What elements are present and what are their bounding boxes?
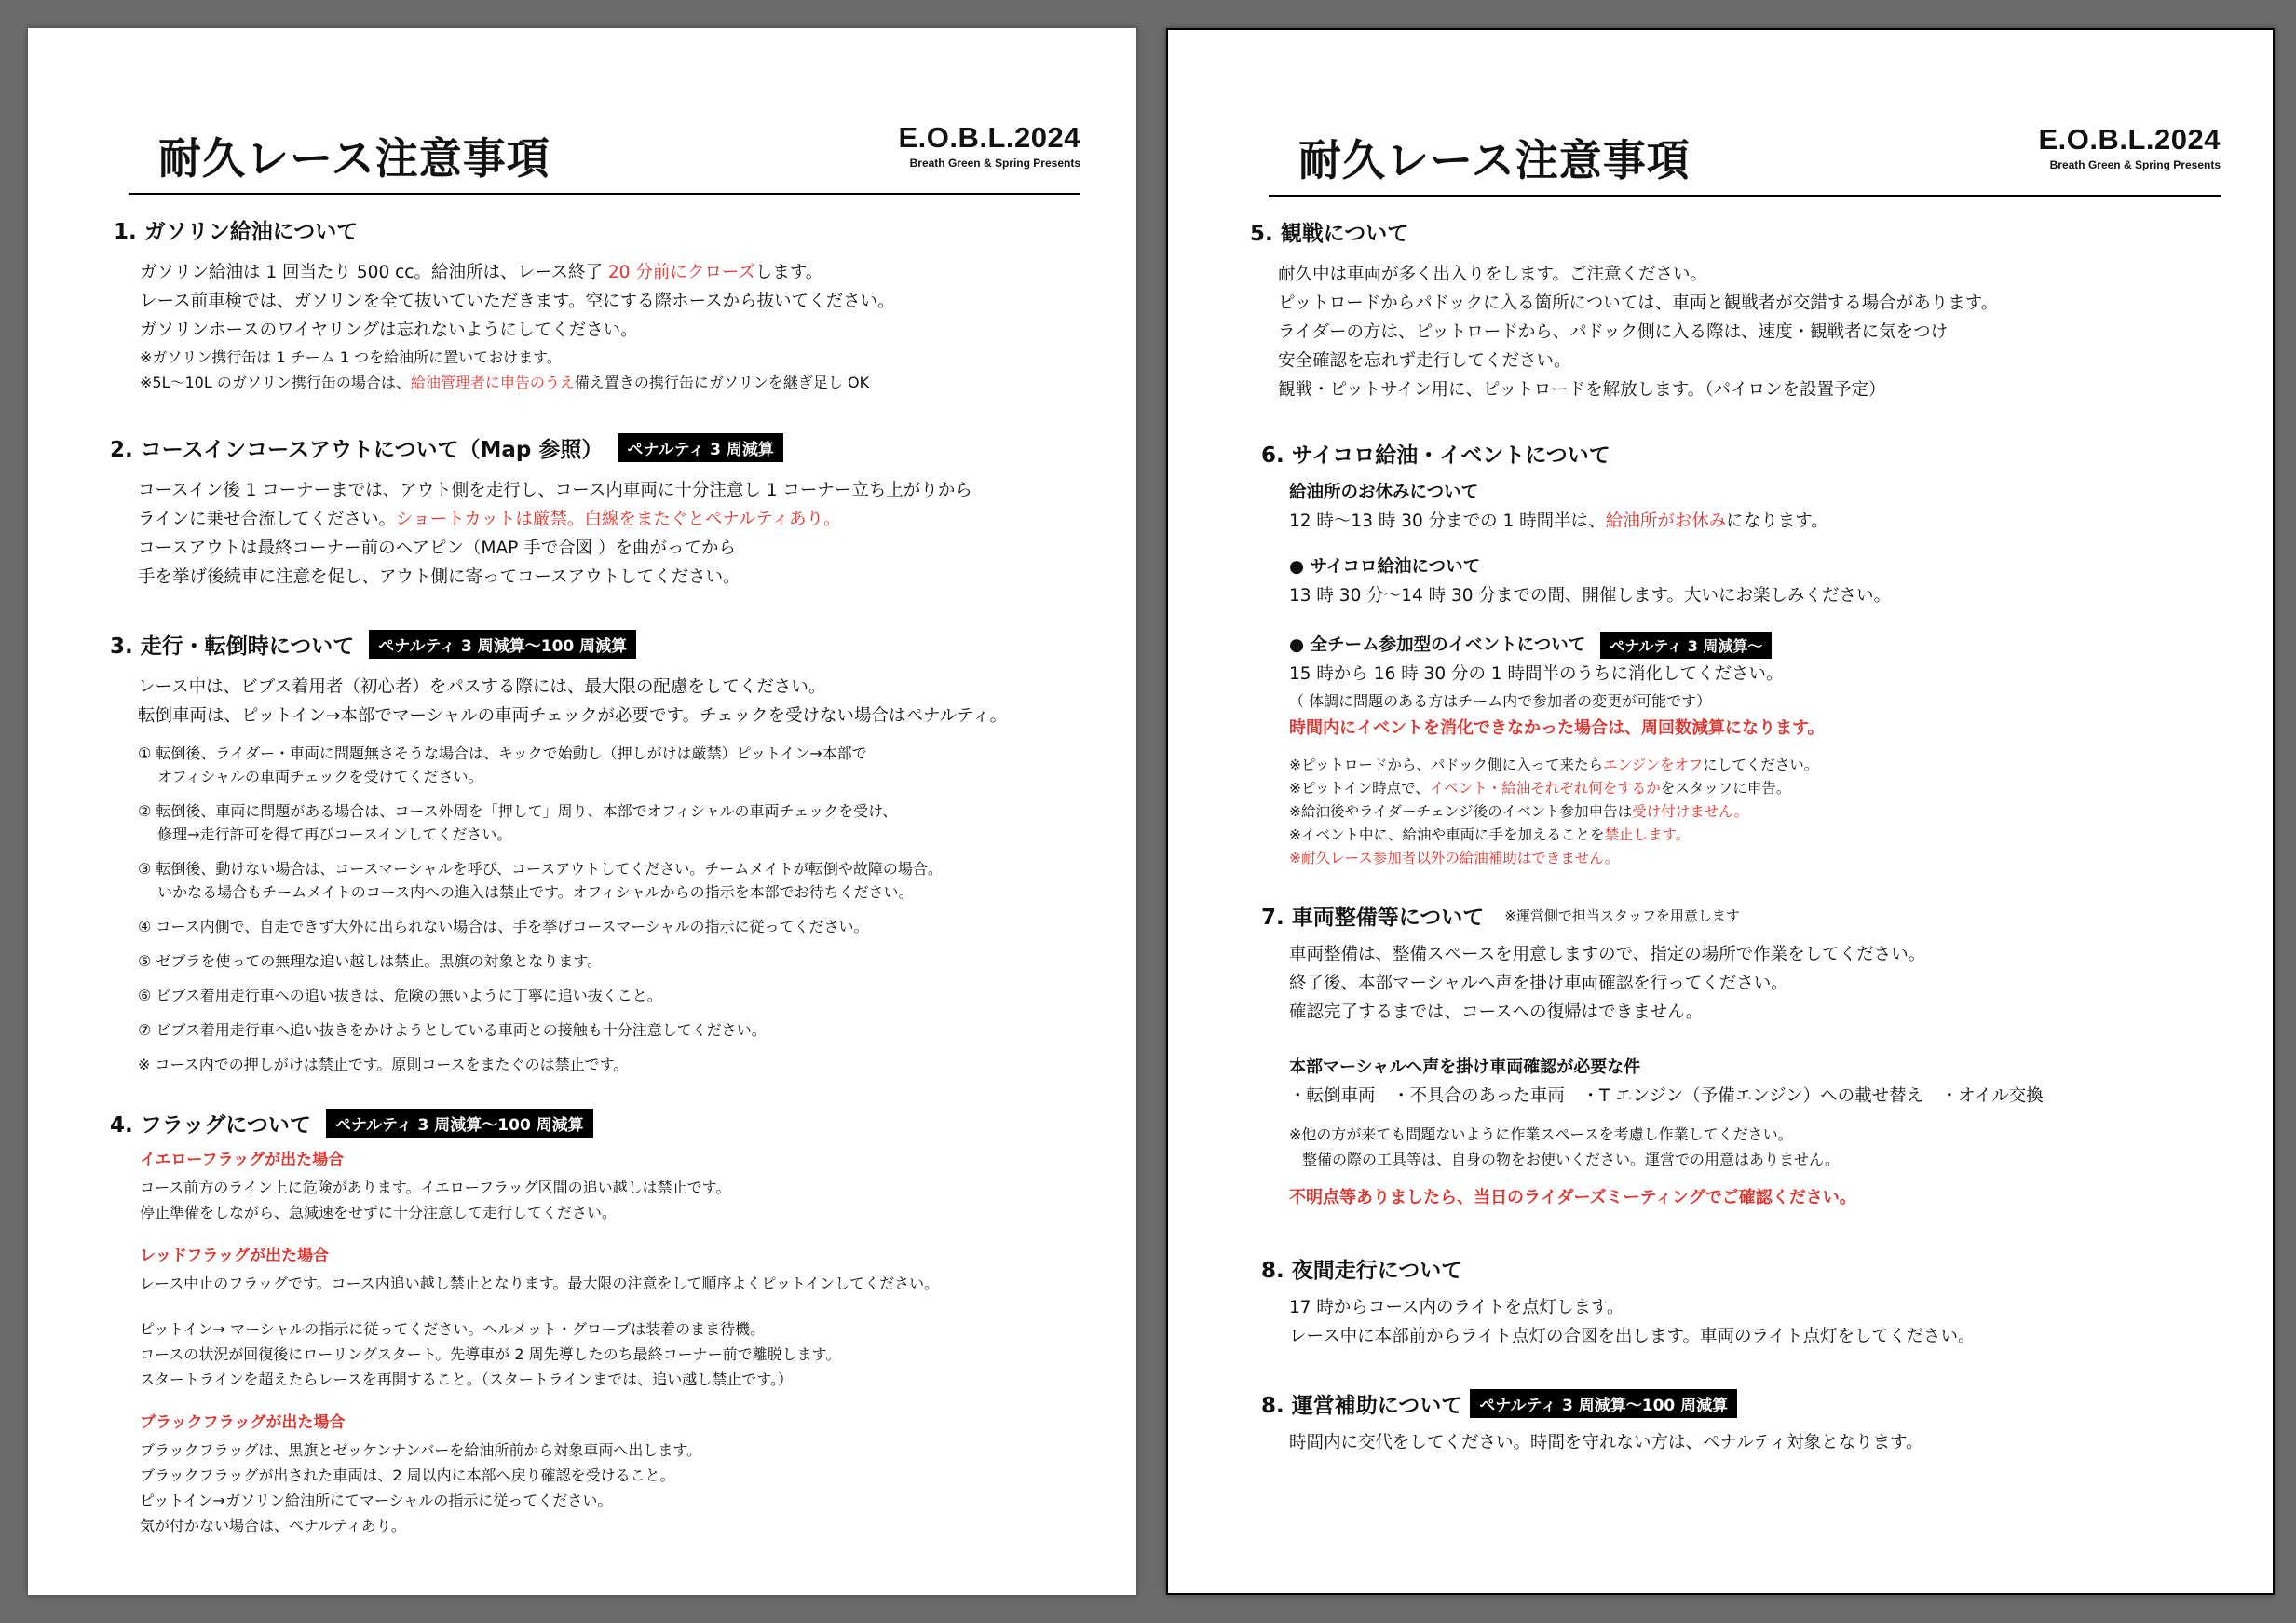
section-title: 5. 観戦について [1250, 222, 1409, 246]
page-content [1250, 216, 2256, 1498]
list-item: ⑥ ビブス着用走行車への追い抜きは、危険の無いように丁寧に追い抜くこと。 [138, 987, 662, 1004]
section-title: 7. 車両整備等について [1261, 906, 1485, 930]
brand-subtitle: Breath Green & Spring Presents [909, 157, 1080, 170]
text-line: 17 時からコース内のライトを点灯します。 [1289, 1298, 1624, 1317]
text-line: 終了後、本部マーシャルへ声を掛け車両確認を行ってください。 [1289, 974, 1788, 993]
page-header [1269, 97, 2221, 197]
sub-heading: ● 全チーム参加型のイベントについて [1289, 635, 1586, 655]
black-flag-heading: ブラックフラッグが出た場合 [140, 1413, 346, 1432]
text-line: スタートラインを超えたらレースを再開すること。（スタートラインまでは、追い越し禁止です。） [140, 1371, 793, 1388]
warning-line: 時間内にイベントを消化できなかった場合は、周回数減算になります。 [1289, 718, 1825, 738]
text-line: 気が付かない場合は、ペナルティあり。 [140, 1517, 406, 1534]
list-item: ④ コース内側で、自走できず大外に出られない場合は、手を挙げコースマーシャルの指示に従ってください。 [138, 918, 869, 935]
text-line: 停止準備をしながら、急減速をせずに十分注意して走行してください。 [140, 1204, 618, 1221]
section-flags [110, 1108, 1116, 1538]
brand-name: E.O.B.L.2024 [898, 121, 1080, 154]
page-title: 耐久レース注意事項 [1298, 135, 1691, 185]
section-title: 4. フラッグについて [110, 1113, 311, 1138]
text-line: （ 体調に問題のある方はチーム内で参加者の変更が可能です） [1289, 692, 1712, 710]
penalty-badge: ペナルティ 3 周減算 [618, 433, 782, 462]
section-title: 8. 運営補助について [1261, 1394, 1463, 1418]
text-line: 12 時～13 時 30 分までの 1 時間半は、給油所がお休みになります。 [1289, 511, 1828, 531]
penalty-badge: ペナルティ 3 周減算～ [1600, 632, 1772, 659]
note-line: ※ガソリン携行缶は 1 チーム 1 つを給油所に置いておけます。 [140, 348, 562, 366]
penalty-badge: ペナルティ 3 周減算～100 周減算 [1470, 1389, 1737, 1418]
section-title: 8. 夜間走行について [1261, 1259, 1463, 1283]
text-line: ガソリンホースのワイヤリングは忘れないようにしてください。 [140, 321, 638, 340]
text-line: 手を挙げ後続車に注意を促し、アウト側に寄ってコースアウトしてください。 [138, 567, 740, 587]
penalty-badge: ペナルティ 3 周減算～100 周減算 [326, 1109, 593, 1138]
section-running-crash [110, 629, 1116, 1076]
section-course-in-out [110, 432, 1116, 592]
brand-subtitle: Breath Green & Spring Presents [2049, 158, 2221, 171]
section-title: 2. コースインコースアウトについて（Map 参照） [110, 438, 604, 462]
list-item: ⑤ ゼブラを使っての無理な追い越しは禁止。黒旗の対象となります。 [138, 952, 603, 970]
list-item: ※ コース内での押しがけは禁止です。原則コースをまたぐのは禁止です。 [138, 1056, 629, 1073]
section-note: ※運営側で担当スタッフを用意します [1504, 907, 1740, 924]
document-page-left [28, 28, 1136, 1595]
note-line: ※ピットロードから、パドック側に入って来たらエンジンをオフにしてください。 [1289, 757, 1819, 773]
note-line: ※5L～10L のガソリン携行缶の場合は、給油管理者に申告のうえ備え置きの携行缶にガソリンを継ぎ足し OK [140, 374, 870, 391]
note-line: ※耐久レース参加者以外の給油補助はできません。 [1289, 850, 1620, 866]
text-line: ブラックフラッグは、黒旗とゼッケンナンバーを給油所前から対象車両へ出します。 [140, 1441, 702, 1459]
text-line: ガソリン給油は 1 回当たり 500 cc。給油所は、レース終了 20 分前にクローズします。 [140, 263, 823, 282]
text-line: レース中は、ビブス着用者（初心者）をパスする際には、最大限の配慮をしてください。 [138, 677, 826, 697]
note-line: ※ピットイン時点で、イベント・給油それぞれ何をするかをスタッフに申告。 [1289, 780, 1791, 797]
section-title: 6. サイコロ給油・イベントについて [1261, 443, 1610, 468]
penalty-badge: ペナルティ 3 周減算～100 周減算 [369, 630, 636, 659]
sub-heading: ● サイコロ給油について [1289, 557, 1481, 577]
sub-heading: 本部マーシャルへ声を掛け車両確認が必要な件 [1289, 1057, 1641, 1077]
warning-line: 不明点等ありましたら、当日のライダーズミーティングでご確認ください。 [1289, 1188, 1856, 1207]
section-title: 1. ガソリン給油について [114, 220, 359, 244]
brand-logo [2038, 123, 2221, 171]
text-line: 観戦・ピットサイン用に、ピットロードを解放します。（パイロンを設置予定） [1278, 380, 1886, 400]
list-item: ⑦ ビブス着用走行車へ追い抜きをかけようとしている車両との接触も十分注意してください。 [138, 1021, 767, 1039]
note-line: ※給油後やライダーチェンジ後のイベント参加申告は受け付けません。 [1289, 803, 1749, 820]
text-line: ラインに乗せ合流してください。ショートカットは厳禁。白線をまたぐとペナルティあり。 [138, 510, 841, 529]
note-line: 整備の際の工具等は、自身の物をお使いください。運営での用意はありません。 [1302, 1151, 1840, 1168]
text-line: 13 時 30 分～14 時 30 分までの間、開催します。大いにお楽しみください。 [1289, 586, 1891, 606]
text-line: 安全確認を忘れず走行してください。 [1278, 351, 1571, 371]
text-line: 耐久中は車両が多く出入りをします。ご注意ください。 [1278, 265, 1708, 284]
text-line: ブラックフラッグが出された車両は、2 周以内に本部へ戻り確認を受けること。 [140, 1466, 675, 1484]
text-line: ピットイン→ マーシャルの指示に従ってください。ヘルメット・グローブは装着のまま待機。 [140, 1320, 766, 1338]
sub-heading: 給油所のお休みについて [1289, 483, 1479, 502]
brand-name: E.O.B.L.2024 [2038, 123, 2221, 156]
page-header [129, 95, 1080, 195]
text-line: コースイン後 1 コーナーまでは、アウト側を走行し、コース内車両に十分注意し 1 コーナー立ち上がりから [138, 481, 972, 500]
text-line: 確認完了するまでは、コースへの復帰はできません。 [1289, 1002, 1704, 1022]
yellow-flag-heading: イエローフラッグが出た場合 [140, 1151, 345, 1169]
text-line: 車両整備は、整備スペースを用意しますので、指定の場所で作業をしてください。 [1289, 945, 1926, 964]
section-maintenance [1250, 900, 2256, 1212]
section-operation-support [1250, 1388, 2256, 1457]
text-line: レース中止のフラッグです。コース内追い越し禁止となります。最大限の注意をして順序よくピットインしてください。 [140, 1275, 940, 1292]
red-flag-heading: レッドフラッグが出た場合 [140, 1247, 329, 1265]
text-line: 時間内に交代をしてください。時間を守れない方は、ペナルティ対象となります。 [1289, 1433, 1923, 1453]
text-line: ・転倒車両 ・不具合のあった車両 ・T エンジン（予備エンジン）への載せ替え ・オイル交換 [1289, 1086, 2044, 1106]
text-line: コース前方のライン上に危険があります。イエローフラッグ区間の追い越しは禁止です。 [140, 1179, 731, 1196]
section-dice-event [1250, 438, 2256, 870]
brand-logo [898, 121, 1080, 170]
text-line: 転倒車両は、ピットイン→本部でマーシャルの車両チェックが必要です。チェックを受けない場合はペナルティ。 [138, 706, 1008, 726]
note-line: ※イベント中に、給油や車両に手を加えることを禁止します。 [1289, 826, 1691, 843]
note-line: ※他の方が来ても問題ないように作業スペースを考慮し作業してください。 [1289, 1125, 1793, 1143]
text-line: ピットロードからパドックに入る箇所については、車両と観戦者が交錯する場合があります。 [1278, 293, 1999, 313]
list-item: ② 転倒後、車両に問題がある場合は、コース外周を「押して」周り、本部でオフィシャルの車両チェックを受け、 修理→走行許可を得て再びコースインしてください。 [138, 802, 898, 843]
page-title: 耐久レース注意事項 [158, 133, 550, 184]
text-line: ライダーの方は、ピットロードから、パドック側に入る際は、速度・観戦者に気をつけ [1278, 322, 1949, 342]
text-line: コースの状況が回復後にローリングスタート。先導車が 2 周先導したのち最終コーナー前で離脱します。 [140, 1345, 841, 1363]
text-line: ピットイン→ガソリン給油所にてマーシャルの指示に従ってください。 [140, 1492, 613, 1509]
text-line: レース前車検では、ガソリンを全て抜いていただきます。空にする際ホースから抜いてください。 [140, 292, 895, 311]
document-page-right [1166, 28, 2275, 1595]
text-line: レース中に本部前からライト点灯の合図を出します。車両のライト点灯をしてください。 [1289, 1327, 1976, 1346]
page-content [110, 214, 1116, 1579]
list-item: ① 転倒後、ライダー・車両に問題無さそうな場合は、キックで始動し（押しがけは厳禁）ピットイン→本部で オフィシャルの車両チェックを受けてください。 [138, 744, 867, 785]
section-night-running [1250, 1253, 2256, 1351]
section-gasoline [110, 214, 1116, 395]
text-line: 15 時から 16 時 30 分の 1 時間半のうちに消化してください。 [1289, 664, 1784, 684]
list-item: ③ 転倒後、動けない場合は、コースマーシャルを呼び、コースアウトしてください。チームメイトが転倒や故障の場合。 いかなる場合もチームメイトのコース内への進入は禁止です。オフィシャルからの指示を本部でお待ちください。 [138, 860, 943, 901]
text-line: コースアウトは最終コーナー前のヘアピン（MAP 手で合図 ）を曲がってから [138, 539, 737, 558]
section-spectating [1250, 216, 2256, 404]
section-title: 3. 走行・転倒時について [110, 634, 355, 659]
